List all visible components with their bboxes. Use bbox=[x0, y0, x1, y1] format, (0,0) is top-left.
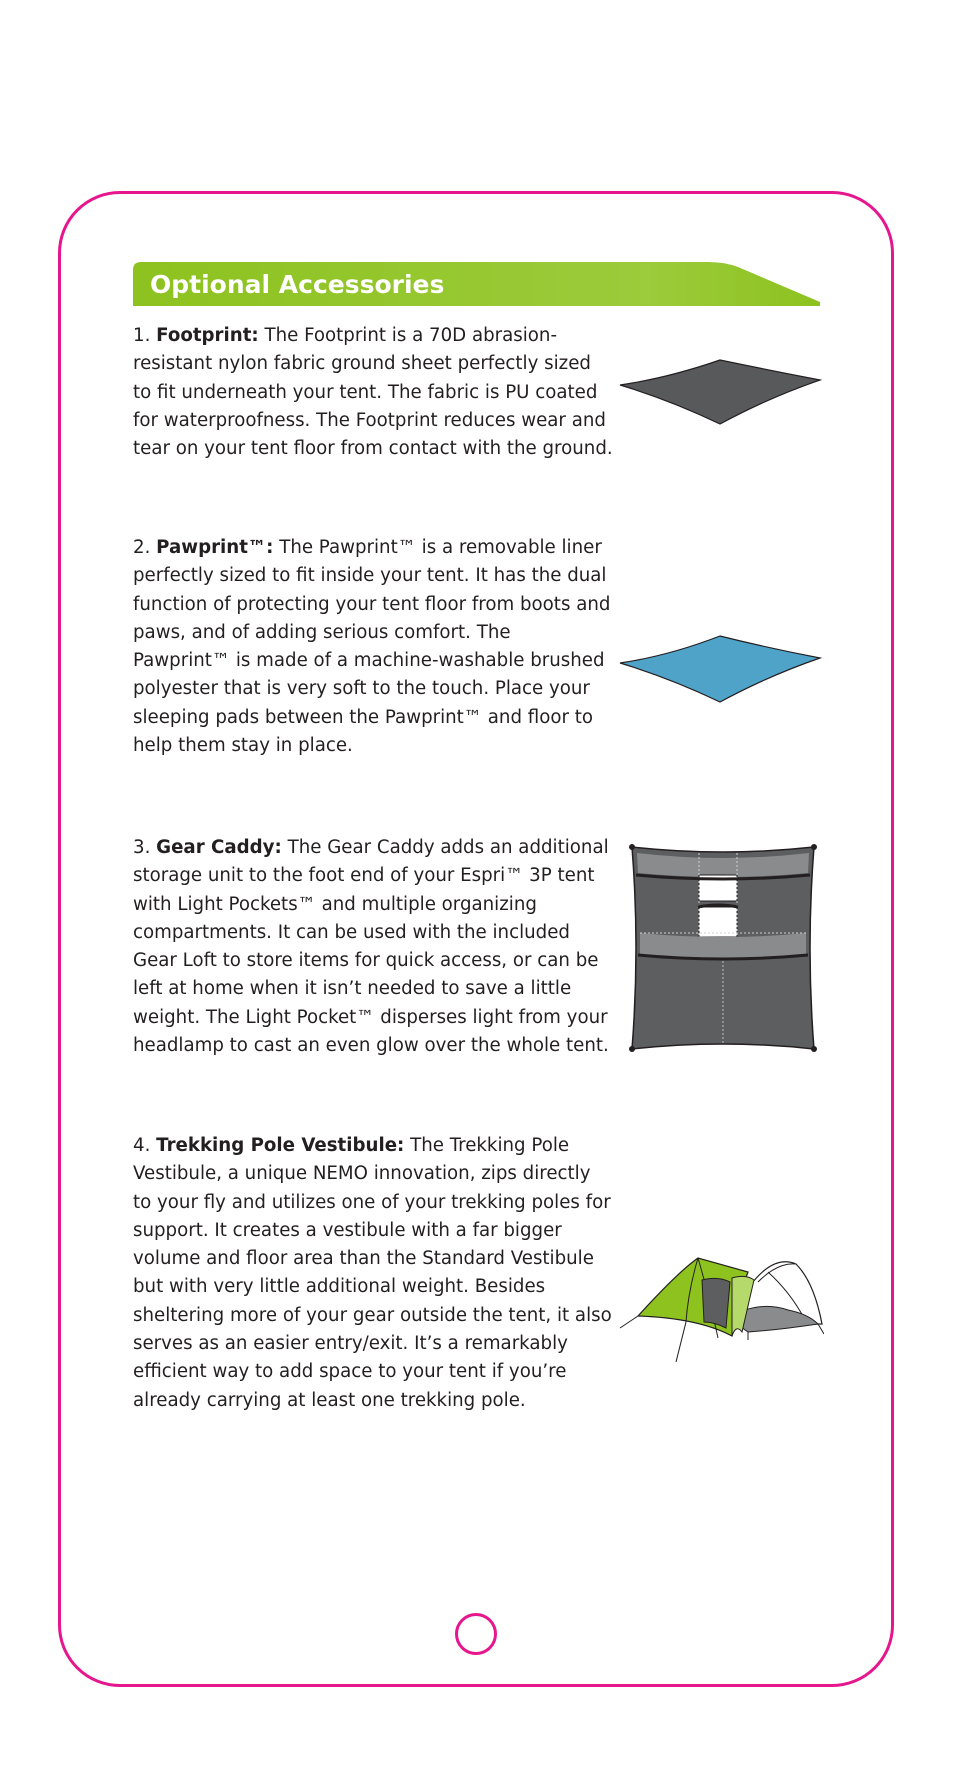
accessory-number: 2. bbox=[133, 537, 151, 558]
accessory-description: The Footprint is a 70D abrasion-resistant nylon fabric ground sheet perfectly sized to fit underneath your tent. The fabric is PU coated for waterproofness. The Footprint reduces wear and tear on your tent floor from contact with the ground. bbox=[133, 325, 613, 460]
accessory-name: Gear Caddy: bbox=[156, 837, 282, 858]
accessory-description: The Gear Caddy adds an additional storage unit to the foot end of your Espri™ 3P tent with Light Pockets™ and multiple organizing compartments. It can be used with the included Gear Loft to store items for quick access, or can be left at home when it isn’t needed to save a little weight. The Light Pocket™ disperses light from your headlamp to cast an even glow over the whole tent. bbox=[133, 837, 609, 1057]
accessory-pawprint bbox=[133, 534, 613, 760]
tent-vestibule-icon bbox=[618, 1252, 824, 1368]
accessory-description: The Trekking Pole Vestibule, a unique NEMO innovation, zips directly to your fly and utilizes one of your trekking poles for support. It creates a vestibule with a far bigger volume and floor area than the Standard Vestibule but with very little additional weight. Besides sheltering more of your gear outside the tent, it also serves as an easier entry/exit. It’s a remarkably efficient way to add space to your tent if you’re already carrying at least one trekking pole. bbox=[133, 1135, 612, 1411]
section-title: Optional Accessories bbox=[150, 270, 445, 299]
pawprint-icon bbox=[618, 634, 822, 708]
accessory-number: 4. bbox=[133, 1135, 151, 1156]
accessory-number: 3. bbox=[133, 837, 151, 858]
accessory-name: Trekking Pole Vestibule: bbox=[156, 1135, 405, 1156]
accessory-footprint bbox=[133, 322, 613, 463]
home-button[interactable] bbox=[455, 1613, 497, 1655]
accessory-name: Pawprint™: bbox=[156, 537, 274, 558]
accessory-name: Footprint: bbox=[156, 325, 259, 346]
accessory-gear-caddy bbox=[133, 834, 613, 1060]
gear-caddy-icon bbox=[628, 843, 818, 1057]
accessory-trekking-pole-vestibule bbox=[133, 1132, 613, 1415]
section-header bbox=[133, 262, 820, 306]
accessory-description: The Pawprint™ is a removable liner perfectly sized to fit inside your tent. It has the dual function of protecting your tent floor from boots and paws, and of adding serious comfort. The Pawprint™ is made of a machine-washable brushed polyester that is very soft to the touch. Place your sleeping pads between the Pawprint™ and floor to help them stay in place. bbox=[133, 537, 611, 757]
footprint-icon bbox=[618, 358, 822, 430]
accessory-number: 1. bbox=[133, 325, 151, 346]
